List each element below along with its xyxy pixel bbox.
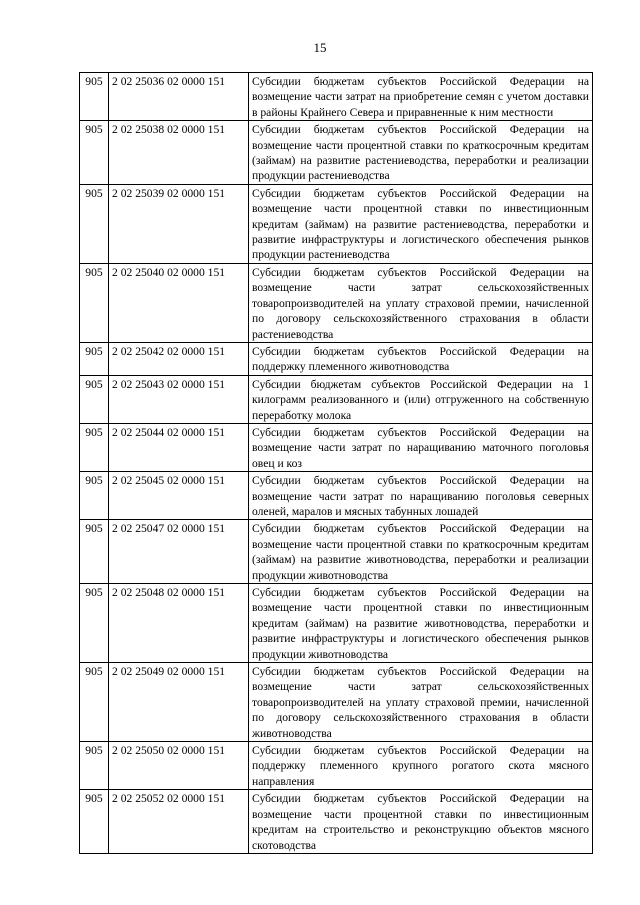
budget-code-cell: 2 02 25047 02 0000 151: [109, 520, 249, 584]
table-row: [80, 263, 593, 342]
admin-code-cell: 905: [80, 584, 109, 663]
admin-code-cell: 905: [80, 342, 109, 375]
admin-code-cell: 905: [80, 263, 109, 342]
income-name-cell: Субсидии бюджетам субъектов Российской Федерации на поддержку племенного животноводства: [249, 342, 593, 375]
income-name-cell: Субсидии бюджетам субъектов Российской Федерации на возмещение части затрат по наращиванию поголовья северных оленей, маралов и мясных табунных лошадей: [249, 472, 593, 520]
admin-code-cell: 905: [80, 790, 109, 854]
admin-code-cell: 905: [80, 520, 109, 584]
table-row: [80, 184, 593, 263]
budget-code-cell: 2 02 25050 02 0000 151: [109, 742, 249, 790]
table-row: [80, 73, 593, 121]
budget-code-cell: 2 02 25040 02 0000 151: [109, 263, 249, 342]
income-name-cell: Субсидии бюджетам субъектов Российской Федерации на 1 килограмм реализованного и (или) отгруженного на собственную переработку молока: [249, 375, 593, 423]
admin-code-cell: 905: [80, 184, 109, 263]
admin-code-cell: 905: [80, 742, 109, 790]
table-row: [80, 584, 593, 663]
budget-code-cell: 2 02 25038 02 0000 151: [109, 121, 249, 185]
income-name-cell: Субсидии бюджетам субъектов Российской Федерации на возмещение части затрат сельскохозяйственных товаропроизводителей на уплату страховой премии, начисленной по договору сельскохозяйственного страхования в области животноводства: [249, 663, 593, 742]
budget-code-cell: 2 02 25044 02 0000 151: [109, 423, 249, 471]
income-name-cell: Субсидии бюджетам субъектов Российской Федерации на поддержку племенного крупного рогатого скота мясного направления: [249, 742, 593, 790]
income-name-cell: Субсидии бюджетам субъектов Российской Федерации на возмещение части процентной ставки по инвестиционным кредитам (займам) на развитие растениеводства, переработки и развитие инфраструктуры и логистического обеспечения рынков продукции растениеводства: [249, 184, 593, 263]
table-row: [80, 342, 593, 375]
income-name-cell: Субсидии бюджетам субъектов Российской Федерации на возмещение части затрат на приобретение семян с учетом доставки в районы Крайнего Севера и приравненные к ним местности: [249, 73, 593, 121]
admin-code-cell: 905: [80, 663, 109, 742]
table-row: [80, 742, 593, 790]
budget-code-cell: 2 02 25048 02 0000 151: [109, 584, 249, 663]
admin-code-cell: 905: [80, 423, 109, 471]
income-name-cell: Субсидии бюджетам субъектов Российской Федерации на возмещение части процентной ставки по инвестиционным кредитам на строительство и реконструкцию объектов мясного скотоводства: [249, 790, 593, 854]
table-row: [80, 472, 593, 520]
income-name-cell: Субсидии бюджетам субъектов Российской Федерации на возмещение части затрат сельскохозяйственных товаропроизводителей на уплату страховой премии, начисленной по договору сельскохозяйственного страхования в области растениеводства: [249, 263, 593, 342]
admin-code-cell: 905: [80, 472, 109, 520]
page-number: 15: [313, 40, 327, 55]
admin-code-cell: 905: [80, 73, 109, 121]
budget-code-cell: 2 02 25045 02 0000 151: [109, 472, 249, 520]
admin-code-cell: 905: [80, 121, 109, 185]
table-row: [80, 520, 593, 584]
budget-code-cell: 2 02 25039 02 0000 151: [109, 184, 249, 263]
table-row: [80, 121, 593, 185]
income-name-cell: Субсидии бюджетам субъектов Российской Федерации на возмещение части затрат по наращиванию маточного поголовья овец и коз: [249, 423, 593, 471]
table-row: [80, 375, 593, 423]
table-row: [80, 663, 593, 742]
budget-code-cell: 2 02 25042 02 0000 151: [109, 342, 249, 375]
income-name-cell: Субсидии бюджетам субъектов Российской Федерации на возмещение части процентной ставки по краткосрочным кредитам (займам) на развитие растениеводства, переработки и реализации продукции растениеводства: [249, 121, 593, 185]
table-body: [80, 73, 593, 854]
income-name-cell: Субсидии бюджетам субъектов Российской Федерации на возмещение части процентной ставки по инвестиционным кредитам (займам) на развитие животноводства, переработки и развитие инфраструктуры и логистического обеспечения рынков продукции животноводства: [249, 584, 593, 663]
table-row: [80, 423, 593, 471]
budget-code-cell: 2 02 25052 02 0000 151: [109, 790, 249, 854]
income-name-cell: Субсидии бюджетам субъектов Российской Федерации на возмещение части процентной ставки по краткосрочным кредитам (займам) на развитие животноводства, переработки и реализации продукции животноводства: [249, 520, 593, 584]
table-row: [80, 790, 593, 854]
admin-code-cell: 905: [80, 375, 109, 423]
budget-code-cell: 2 02 25036 02 0000 151: [109, 73, 249, 121]
budget-classification-table: [79, 72, 593, 854]
budget-code-cell: 2 02 25049 02 0000 151: [109, 663, 249, 742]
budget-code-cell: 2 02 25043 02 0000 151: [109, 375, 249, 423]
